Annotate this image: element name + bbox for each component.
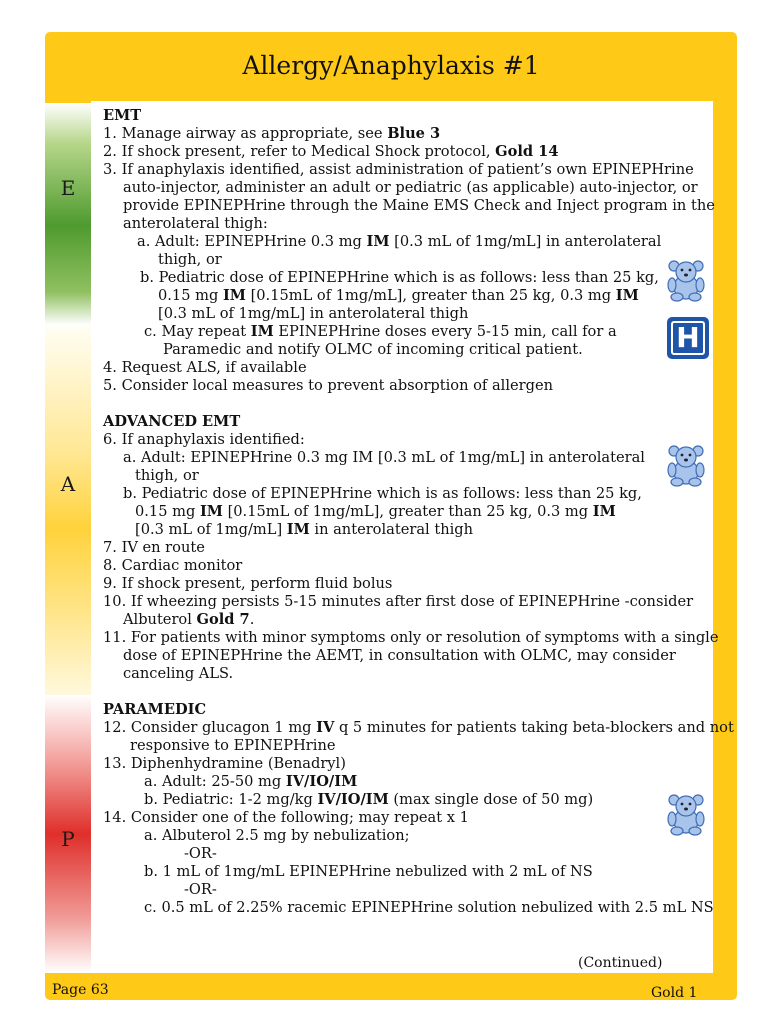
teddy-bear-icon: [664, 258, 708, 302]
aemt-step-11-cont: canceling ALS.: [123, 665, 234, 682]
continued-note: (Continued): [578, 955, 663, 971]
page-title: Allergy/Anaphylaxis #1: [242, 51, 540, 80]
aemt-heading: ADVANCED EMT: [103, 413, 241, 430]
emt-step-3: 3. If anaphylaxis identified, assist administration of patient’s own EPINEPHrine: [103, 161, 694, 178]
aemt-step-9: 9. If shock present, perform fluid bolus: [103, 575, 393, 592]
paramedic-step-14: 14. Consider one of the following; may repeat x 1: [103, 809, 469, 826]
emt-step-3b-cont: 0.15 mg IM [0.15mL of 1mg/mL], greater than 25 kg, 0.3 mg IM: [158, 287, 639, 304]
aemt-level-band: [45, 325, 91, 695]
emt-step-3c-cont: Paramedic and notify OLMC of incoming critical patient.: [163, 341, 583, 358]
emt-step-3-cont: anterolateral thigh:: [123, 215, 268, 232]
aemt-step-6b-cont: 0.15 mg IM [0.15mL of 1mg/mL], greater than 25 kg, 0.3 mg IM: [135, 503, 616, 520]
emt-step-3b-cont: [0.3 mL of 1mg/mL] in anterolateral thigh: [158, 305, 469, 322]
aemt-step-10-cont: Albuterol Gold 7.: [123, 611, 255, 628]
aemt-step-6a-cont: thigh, or: [135, 467, 199, 484]
emt-step-4: 4. Request ALS, if available: [103, 359, 307, 376]
paramedic-level-letter: P: [61, 827, 75, 851]
emt-step-3a-cont: thigh, or: [158, 251, 222, 268]
emt-step-2: 2. If shock present, refer to Medical Shock protocol, Gold 14: [103, 143, 559, 160]
page-number: Page 63: [52, 982, 109, 998]
hospital-icon: H: [667, 317, 709, 359]
emt-step-3a: a. Adult: EPINEPHrine 0.3 mg IM [0.3 mL of 1mg/mL] in anterolateral: [137, 233, 662, 250]
aemt-level-letter: A: [60, 472, 76, 496]
aemt-step-6b: b. Pediatric dose of EPINEPHrine which is as follows: less than 25 kg,: [123, 485, 642, 502]
paramedic-step-14b: b. 1 mL of 1mg/mL EPINEPHrine nebulized with 2 mL of NS: [144, 863, 593, 880]
emt-step-1: 1. Manage airway as appropriate, see Blue 3: [103, 125, 441, 142]
paramedic-step-12-cont: responsive to EPINEPHrine: [130, 737, 336, 754]
or-separator: -OR-: [184, 845, 217, 862]
paramedic-step-14c: c. 0.5 mL of 2.25% racemic EPINEPHrine solution nebulized with 2.5 mL NS: [144, 899, 714, 916]
emt-level-band: [45, 103, 91, 325]
aemt-step-6: 6. If anaphylaxis identified:: [103, 431, 305, 448]
aemt-step-7: 7. IV en route: [103, 539, 205, 556]
paramedic-step-13b: b. Pediatric: 1-2 mg/kg IV/IO/IM (max single dose of 50 mg): [144, 791, 594, 808]
paramedic-heading: PARAMEDIC: [103, 701, 207, 718]
aemt-step-8: 8. Cardiac monitor: [103, 557, 243, 574]
emt-step-3c: c. May repeat IM EPINEPHrine doses every 5-15 min, call for a: [144, 323, 617, 340]
emt-step-5: 5. Consider local measures to prevent absorption of allergen: [103, 377, 553, 394]
aemt-step-6b-cont: [0.3 mL of 1mg/mL] IM in anterolateral thigh: [135, 521, 473, 538]
protocol-tag: Gold 1: [651, 985, 698, 1001]
aemt-step-11: 11. For patients with minor symptoms only or resolution of symptoms with a single: [103, 629, 719, 646]
emt-step-3-cont: auto-injector, administer an adult or pediatric (as applicable) auto-injector, or: [123, 179, 698, 196]
paramedic-step-13: 13. Diphenhydramine (Benadryl): [103, 755, 346, 772]
emt-step-3b: b. Pediatric dose of EPINEPHrine which is as follows: less than 25 kg,: [140, 269, 659, 286]
paramedic-step-12: 12. Consider glucagon 1 mg IV q 5 minutes for patients taking beta-blockers and not: [103, 719, 734, 736]
emt-step-3-cont: provide EPINEPHrine through the Maine EMS Check and Inject program in the: [123, 197, 715, 214]
teddy-bear-icon: [664, 792, 708, 836]
or-separator: -OR-: [184, 881, 217, 898]
teddy-bear-icon: [664, 443, 708, 487]
aemt-step-10: 10. If wheezing persists 5-15 minutes after first dose of EPINEPHrine -consider: [103, 593, 694, 610]
aemt-step-6a: a. Adult: EPINEPHrine 0.3 mg IM [0.3 mL of 1mg/mL] in anterolateral: [123, 449, 645, 466]
aemt-step-11-cont: dose of EPINEPHrine the AEMT, in consultation with OLMC, may consider: [123, 647, 676, 664]
paramedic-step-13a: a. Adult: 25-50 mg IV/IO/IM: [144, 773, 358, 790]
paramedic-step-14a: a. Albuterol 2.5 mg by nebulization;: [144, 827, 410, 844]
emt-heading: EMT: [103, 107, 142, 124]
emt-level-letter: E: [60, 176, 76, 200]
